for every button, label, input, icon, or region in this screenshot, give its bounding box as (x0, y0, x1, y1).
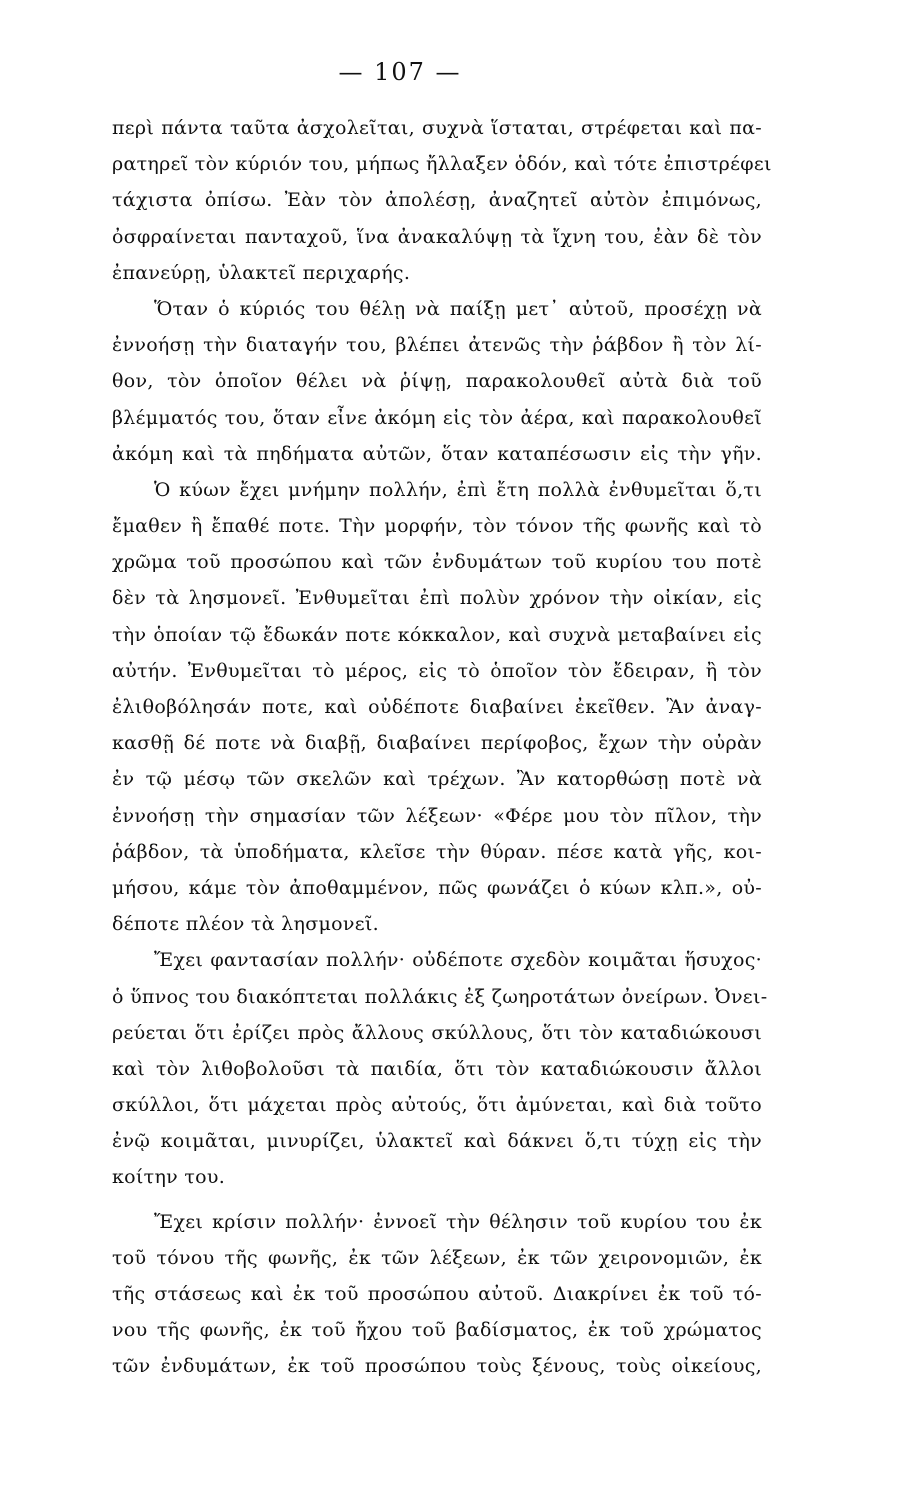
text-line: ῥάβδον, τὰ ὑποδήματα, κλεῖσε τὴν θύραν. πέσε κατὰ γῆς, κοι- (112, 840, 762, 863)
text-line: μήσου, κάμε τὸν ἀποθαμμένον, πῶς φωνάζει ὁ κύων κλπ.», οὐ- (112, 876, 762, 899)
text-line: ἐπανεύρῃ, ὑλακτεῖ περιχαρής. (112, 261, 411, 284)
text-line: ἐλιθοβόλησάν ποτε, καὶ οὐδέποτε διαβαίνει ἐκεῖθεν. Ἂν ἀναγ- (112, 696, 762, 718)
text-line: καὶ τὸν λιθοβολοῦσι τὰ παιδία, ὅτι τὸν καταδιώκουσιν ἄλλοι (112, 1057, 762, 1080)
text-line: θον, τὸν ὁποῖον θέλει νὰ ῥίψῃ, παρακολουθεῖ αὐτὰ διὰ τοῦ (112, 370, 762, 393)
text-line: δέποτε πλέον τὰ λησμονεῖ. (112, 913, 379, 936)
text-line: βλέμματός του, ὅταν εἶνε ἀκόμη εἰς τὸν ἀέρα, καὶ παρακολουθεῖ (112, 406, 762, 429)
text-line: δὲν τὰ λησμονεῖ. Ἐνθυμεῖται ἐπὶ πολὺν χρόνον τὴν οἰκίαν, εἰς (112, 587, 762, 610)
text-line: κοίτην του. (112, 1166, 226, 1189)
text-line: ρατηρεῖ τὸν κύριόν του, μήπως ἤλλαξεν ὁδόν, καὶ τότε ἐπιστρέφει (112, 153, 772, 176)
paragraph (112, 942, 768, 1195)
page-number: — 107 — (338, 58, 462, 86)
paragraph (112, 110, 772, 291)
text-line: αὐτήν. Ἐνθυμεῖται τὸ μέρος, εἰς τὸ ὁποῖον τὸν ἔδειραν, ἢ τὸν (112, 659, 762, 682)
text-line: Ὅταν ὁ κύριός του θέλῃ νὰ παίξῃ μετ᾿ αὐτοῦ, προσέχῃ νὰ (154, 297, 762, 320)
text-line: Ἔχει κρίσιν πολλήν· ἐννοεῖ τὴν θέλησιν τοῦ κυρίου του ἐκ (154, 1210, 762, 1233)
text-line: Ὁ κύων ἔχει μνήμην πολλήν, ἐπὶ ἔτη πολλὰ ἐνθυμεῖται ὅ,τι (154, 478, 762, 501)
text-line: περὶ πάντα ταῦτα ἀσχολεῖται, συχνὰ ἵσταται, στρέφεται καὶ πα- (112, 117, 762, 139)
text-line: κασθῇ δέ ποτε νὰ διαβῇ, διαβαίνει περίφοβος, ἔχων τὴν οὐρὰν (112, 732, 762, 755)
text-line: τάχιστα ὀπίσω. Ἐὰν τὸν ἀπολέσῃ, ἀναζητεῖ αὐτὸν ἐπιμόνως, (112, 189, 762, 212)
text-line: νου τῆς φωνῆς, ἐκ τοῦ ἤχου τοῦ βαδίσματος, ἐκ τοῦ χρώματος (112, 1319, 762, 1342)
text-line: σκύλλοι, ὅτι μάχεται πρὸς αὐτούς, ὅτι ἀμύνεται, καὶ διὰ τοῦτο (112, 1094, 762, 1117)
text-line: ὁ ὕπνος του διακόπτεται πολλάκις ἐξ ζωηροτάτων ὀνείρων. Ὀνει- (112, 985, 768, 1008)
paragraph (112, 1204, 762, 1385)
text-line: ἀκόμη καὶ τὰ πηδήματα αὐτῶν, ὅταν καταπέσωσιν εἰς τὴν γῆν. (112, 442, 762, 465)
text-line: ρεύεται ὅτι ἐρίζει πρὸς ἄλλους σκύλλους, ὅτι τὸν καταδιώκουσι (112, 1021, 762, 1044)
paragraph (112, 291, 762, 942)
text-line: ἐννοήσῃ τὴν διαταγήν του, βλέπει ἀτενῶς τὴν ῥάβδον ἢ τὸν λί- (112, 334, 762, 357)
body-text (112, 110, 772, 1385)
text-line: ἔμαθεν ἢ ἔπαθέ ποτε. Τὴν μορφήν, τὸν τόνον τῆς φωνῆς καὶ τὸ (112, 515, 762, 538)
text-line: τοῦ τόνου τῆς φωνῆς, ἐκ τῶν λέξεων, ἐκ τῶν χειρονομιῶν, ἐκ (112, 1246, 762, 1269)
text-line: χρῶμα τοῦ προσώπου καὶ τῶν ἐνδυμάτων τοῦ κυρίου του ποτὲ (112, 551, 762, 574)
text-line: Ἔχει φαντασίαν πολλήν· οὐδέποτε σχεδὸν κοιμᾶται ἥσυχος· (154, 949, 762, 972)
text-line: τὴν ὁποίαν τῷ ἔδωκάν ποτε κόκκαλον, καὶ συχνὰ μεταβαίνει εἰς (112, 623, 762, 646)
text-line: ἐνῷ κοιμᾶται, μινυρίζει, ὑλακτεῖ καὶ δάκνει ὅ,τι τύχῃ εἰς τὴν (112, 1130, 762, 1153)
text-line: τῆς στάσεως καὶ ἐκ τοῦ προσώπου αὐτοῦ. Διακρίνει ἐκ τοῦ τό- (112, 1283, 762, 1305)
text-line: ἐννοήσῃ τὴν σημασίαν τῶν λέξεων· «Φέρε μου τὸν πῖλον, τὴν (112, 804, 762, 827)
text-line: τῶν ἐνδυμάτων, ἐκ τοῦ προσώπου τοὺς ξένους, τοὺς οἰκείους, (112, 1355, 762, 1378)
text-line: ἐν τῷ μέσῳ τῶν σκελῶν καὶ τρέχων. Ἂν κατορθώσῃ ποτὲ νὰ (112, 768, 762, 791)
text-line: ὀσφραίνεται πανταχοῦ, ἵνα ἀνακαλύψῃ τὰ ἴχνη του, ἐὰν δὲ τὸν (112, 225, 762, 248)
